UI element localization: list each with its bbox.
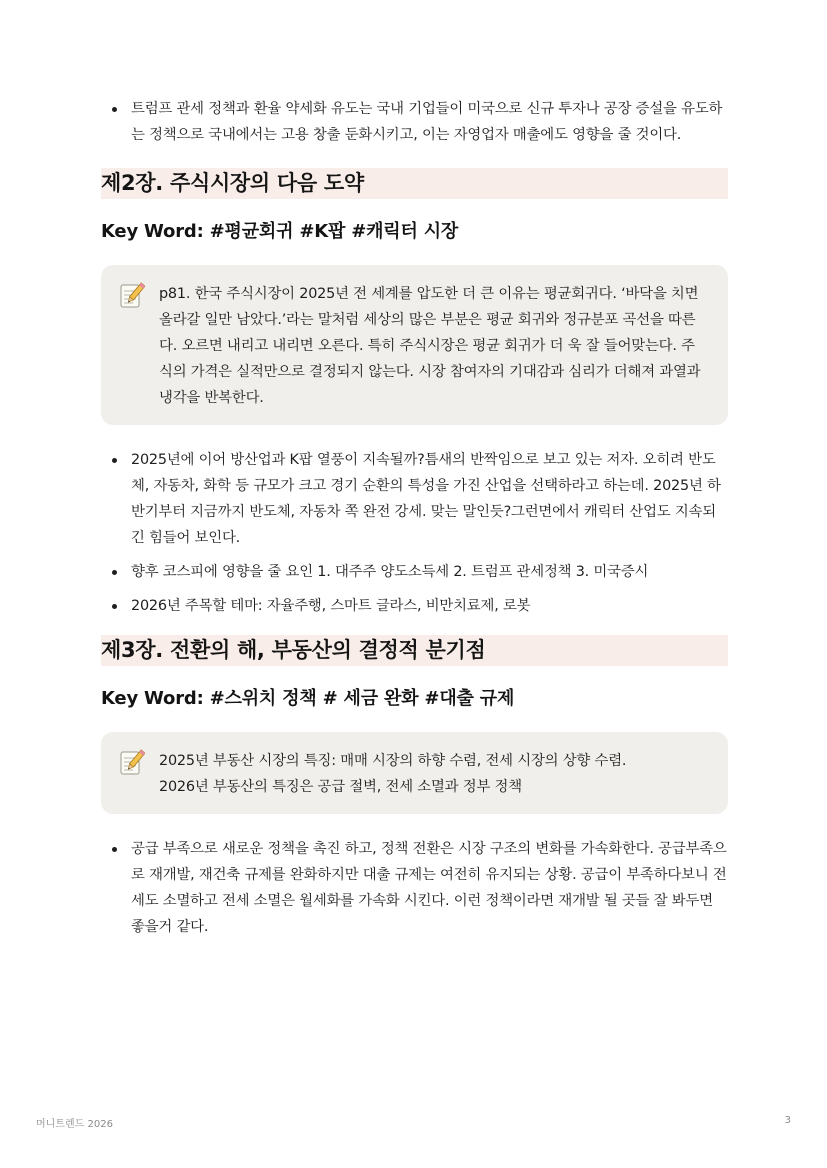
chapter-2-list: [101, 447, 728, 619]
list-item: 2025년에 이어 방산업과 K팝 열풍이 지속될까?틈새의 반짝임으로 보고 있는 저자. 오히려 반도체, 자동차, 화학 등 규모가 크고 경기 순환의 특성을 가진 산업을 선택하라고 하는데. 2025년 하반기부터 지금까지 반도체, 자동차 쪽 완전 강세. 맞는 말인듯?그런면에서 캐릭터 산업도 지속되긴 힘들어 보인다.: [101, 447, 728, 551]
memo-icon: [119, 281, 145, 309]
page-number: 3: [784, 1115, 791, 1126]
memo-icon: [119, 748, 145, 776]
callout-text: p81. 한국 주식시장이 2025년 전 세계를 압도한 더 큰 이유는 평균회귀다. ‘바닥을 치면 올라갈 일만 남았다.’라는 말처럼 세상의 많은 부분은 평균 회귀와 정규분포 곡선을 따른다. 오르면 내리고 내리면 오른다. 특히 주식시장은 평균 회귀가 더 욱 잘 들어맞는다. 주식의 가격은 실적만으로 결정되지 않는다. 시장 참여자의 기대감과 심리가 더해져 과열과 냉각을 반복한다.: [159, 286, 701, 406]
chapter-3-list: [101, 836, 728, 940]
chapter-2-callout: [101, 265, 728, 425]
callout-line: 2026년 부동산의 특징은 공급 절벽, 전세 소멸과 정부 정책: [159, 779, 522, 795]
chapter-3-title: 제3장. 전환의 해, 부동산의 결정적 분기점: [101, 635, 728, 666]
chapter-3-callout: [101, 732, 728, 814]
callout-line: 2025년 부동산 시장의 특징: 매매 시장의 하향 수렴, 전세 시장의 상향 수렴.: [159, 753, 627, 769]
list-item: 트럼프 관세 정책과 환율 약세화 유도는 국내 기업들이 미국으로 신규 투자나 공장 증설을 유도하는 정책으로 국내에서는 고용 창출 둔화시키고, 이는 자영업자 매출에도 영향을 줄 것이다.: [101, 96, 728, 148]
chapter-2-keywords: Key Word: #평균회귀 #K팝 #캐릭터 시장: [101, 221, 459, 242]
chapter-2-title: 제2장. 주식시장의 다음 도약: [101, 168, 728, 199]
list-item: 2026년 주목할 테마: 자율주행, 스마트 글라스, 비만치료제, 로봇: [101, 593, 728, 619]
callout-text: [101, 732, 728, 814]
list-item: 향후 코스피에 영향을 줄 요인 1. 대주주 양도소득세 2. 트럼프 관세정책 3. 미국증시: [101, 559, 728, 585]
document-body: [101, 96, 728, 948]
intro-list: [101, 96, 728, 148]
footer-book-title: 머니트렌드 2026: [36, 1119, 113, 1130]
chapter-3-keywords: Key Word: #스위치 정책 # 세금 완화 #대출 규제: [101, 688, 515, 709]
list-item: 공급 부족으로 새로운 정책을 촉진 하고, 정책 전환은 시장 구조의 변화를 가속화한다. 공급부족으로 재개발, 재건축 규제를 완화하지만 대출 규제는 여전히 유지되는 상황. 공급이 부족하다보니 전세도 소멸하고 전세 소멸은 월세화를 가속화 시킨다. 이런 정책이라면 재개발 될 곳들 잘 봐두면 좋을거 같다.: [101, 836, 728, 940]
